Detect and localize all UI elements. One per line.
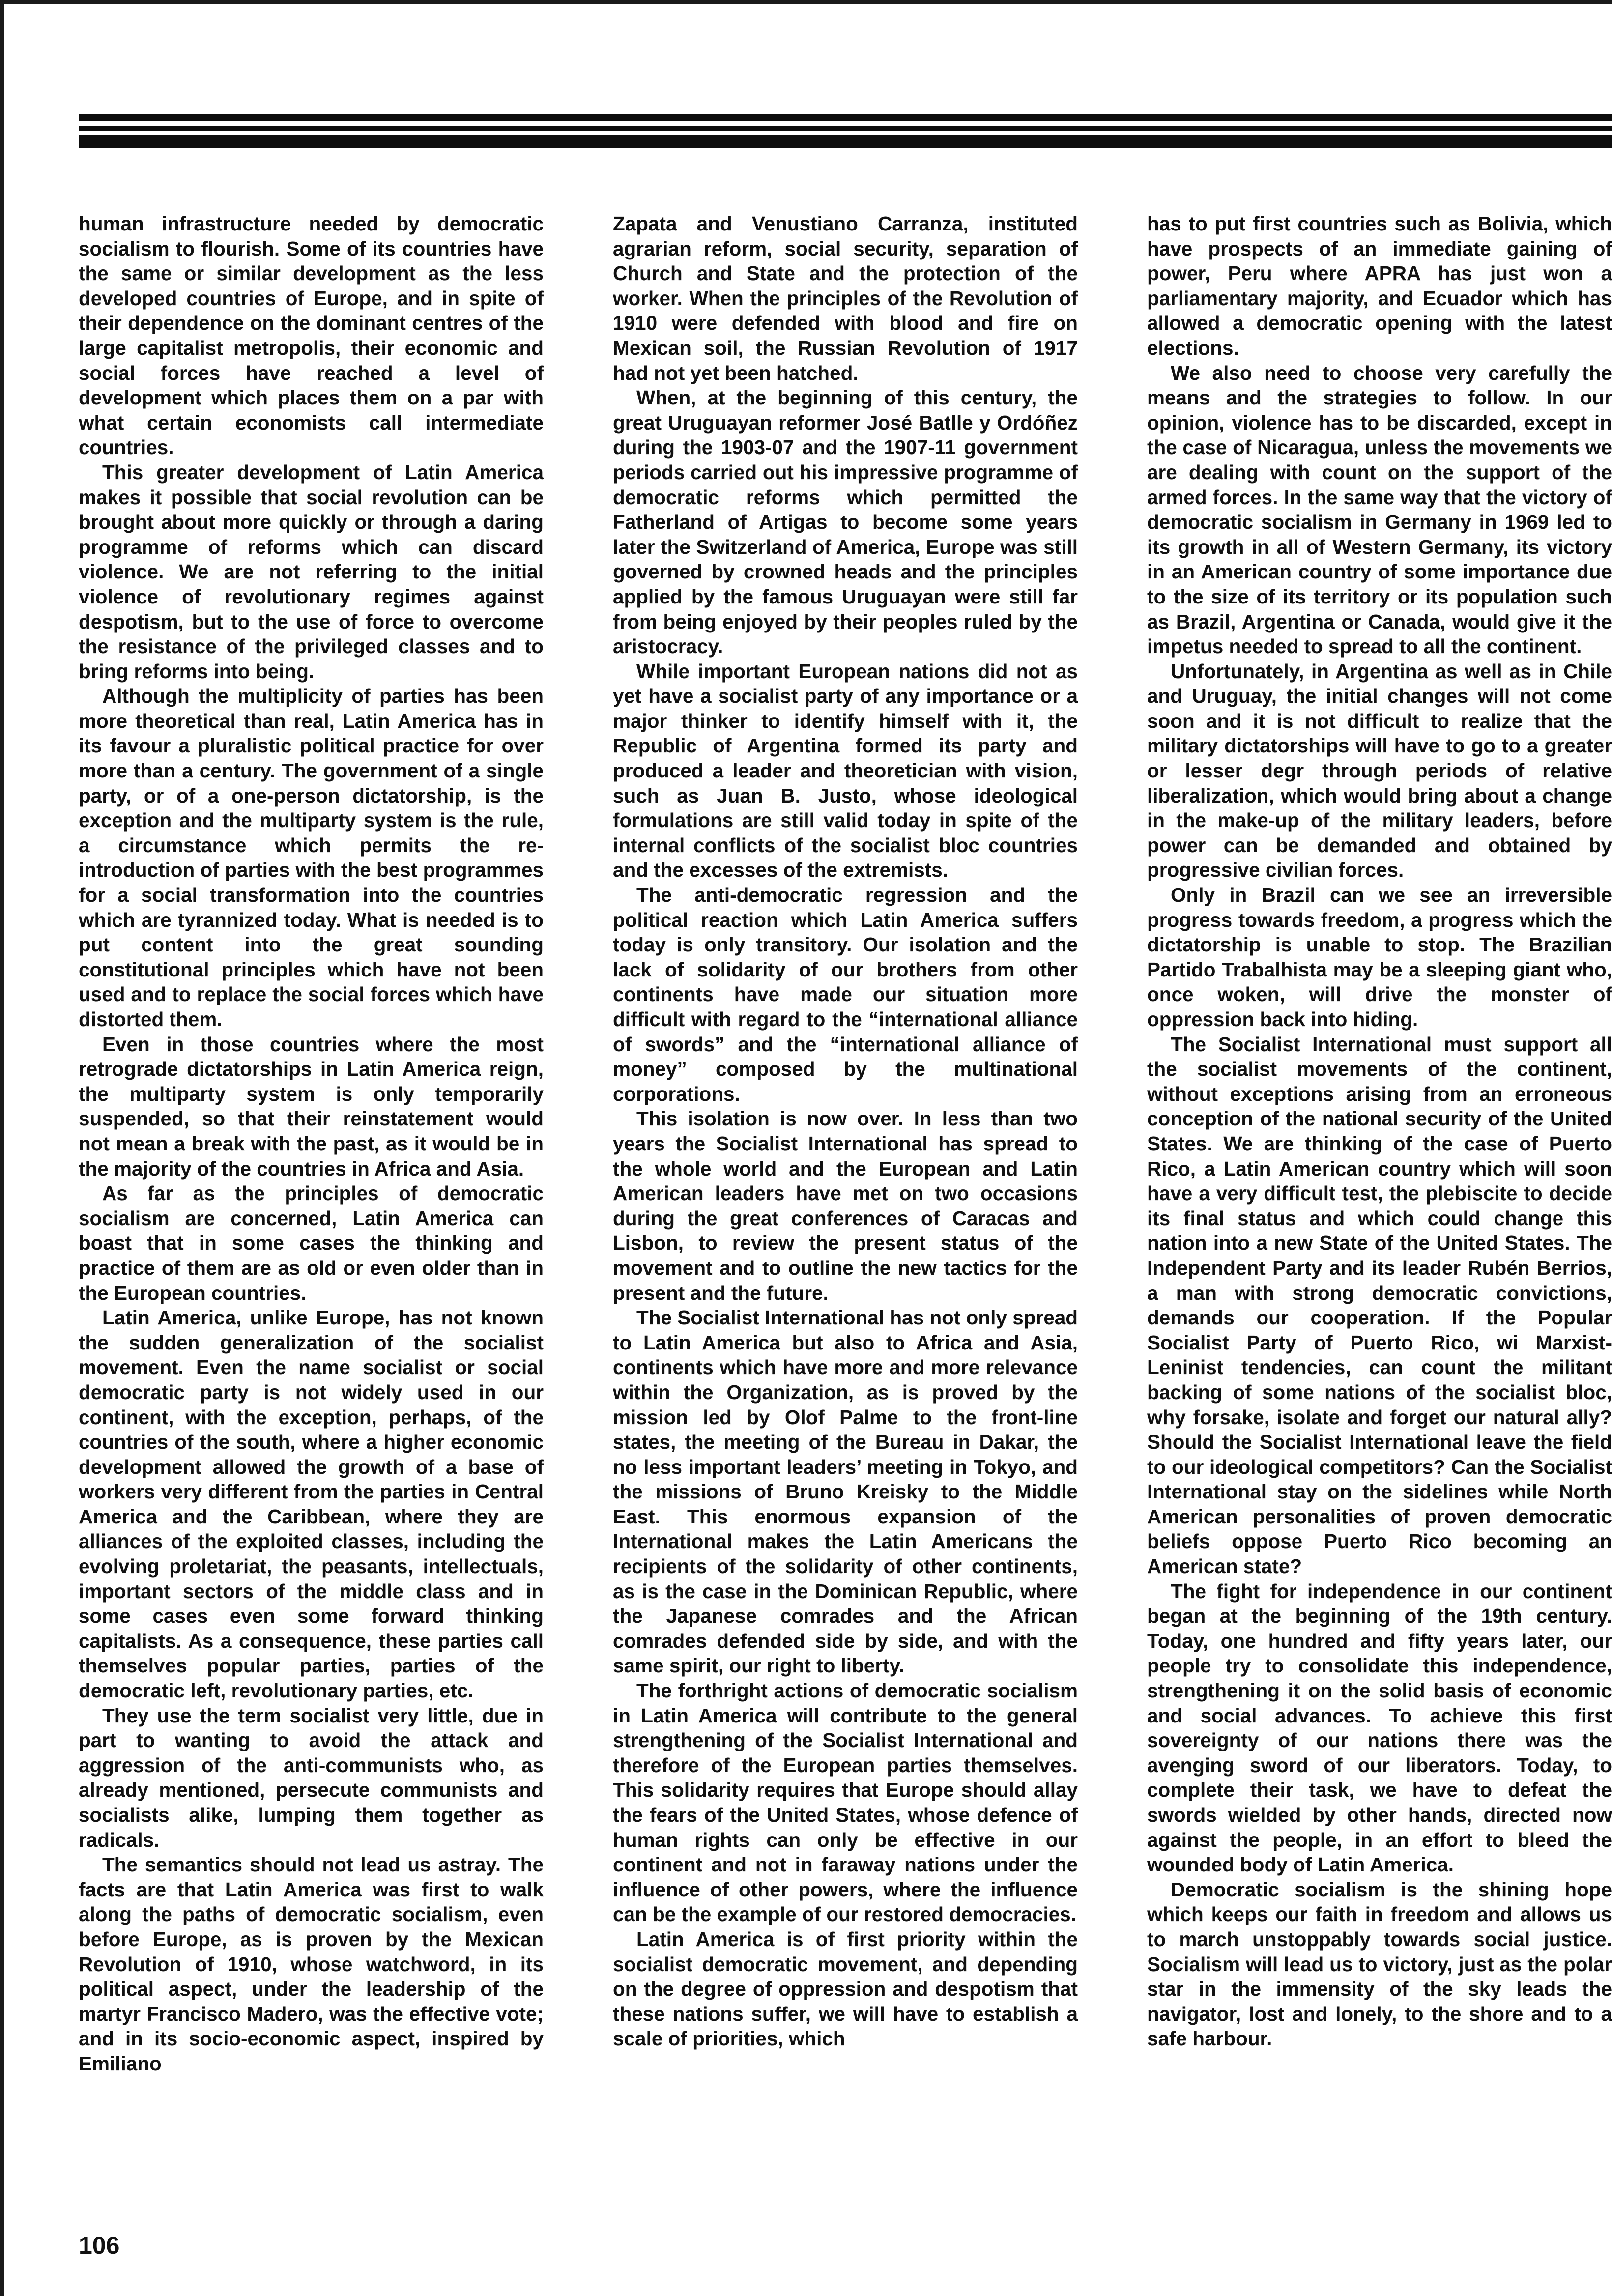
paragraph: When, at the beginning of this century, the great Uruguayan reformer José Batlle y Ordóñez during the 1903-07 and the 1907-11 government periods carried out his impressive programme of democratic reforms which permitted the Fatherland of Artigas to become some years later the Switzerland of America, Europe was still governed by crowned heads and the principles applied by the famous Uruguayan were still far from being enjoyed by their peoples ruled by the aristocracy.: [613, 386, 1078, 658]
header-rule: [79, 126, 1612, 131]
paragraph: Although the multiplicity of parties has been more theoretical than real, Latin America has in its favour a pluralistic political practice for over more than a century. The government of a single party, or of a one-person dictatorship, is the exception and the multiparty system is the rule, a circumstance which permits the re-introduction of parties with the best programmes for a social transformation into the countries which are tyrannized today. What is needed is to put content into the great sounding constitutional principles which have not been used and to replace the social forces which have distorted them.: [79, 685, 544, 1031]
paragraph: They use the term socialist very little, due in part to wanting to avoid the attack and aggression of the anti-communists who, as already mentioned, persecute communists and socialists alike, lumping them together as radicals.: [79, 1704, 544, 1851]
column-1: [79, 211, 544, 2187]
paragraph: Zapata and Venustiano Carranza, instituted agrarian reform, social security, separation of Church and State and the protection of the worker. When the principles of the Revolution of 1910 were defended with blood and fire on Mexican soil, the Russian Revolution of 1917 had not yet been hatched.: [613, 212, 1078, 384]
paragraph: Latin America is of first priority within the socialist democratic movement, and depending on the degree of oppression and despotism that these nations suffer, we will have to establish a scale of priorities, which: [613, 1927, 1078, 2050]
paragraph: The Socialist International must support all the socialist movements of the continent, without exceptions arising from an erroneous conception of the national security of the United States. We are thinking of the case of Puerto Rico, a Latin American country which will soon have a very difficult test, the plebiscite to decide its final status and which could change this nation into a new State of the United States. The Independent Party and its leader Rubén Berrios, a man with strong democratic convictions, demands our cooperation. If the Popular Socialist Party of Puerto Rico, wi Marxist-Leninist tendencies, can count the militant backing of some nations of the socialist bloc, why forsake, isolate and forget our natural ally? Should the Socialist International leave the field to our ideological competitors? Can the Socialist International stay on the sidelines while North American personalities of proven democratic beliefs oppose Puerto Rico becoming an American state?: [1147, 1033, 1612, 1578]
page-number: 106: [79, 2232, 120, 2259]
paragraph: The anti-democratic regression and the political reaction which Latin America suffers today is only transitory. Our isolation and the lack of solidarity of our brothers from other continents have made our situation more difficult with regard to the “international alliance of swords” and the “international alliance of money” composed by the multinational corporations.: [613, 884, 1078, 1105]
paragraph: The fight for independence in our continent began at the beginning of the 19th century. Today, one hundred and fifty years later, our people try to consolidate this independence, strengthening it on the solid basis of economic and social advances. To achieve this first sovereignty of our nations there was the avenging sword of our liberators. Today, to complete their task, we have to defeat the swords wielded by other hands, directed now against the people, in an effort to bleed the wounded body of Latin America.: [1147, 1579, 1612, 1876]
paragraph: We also need to choose very carefully the means and the strategies to follow. In our opinion, violence has to be discarded, except in the case of Nicaragua, unless the movements we are dealing with count on the support of the armed forces. In the same way that the victory of democratic socialism in Germany in 1969 led to its growth in all of Western Germany, its victory in an American country of some importance due to the size of its territory or its population such as Brazil, Argentina or Canada, would give it the impetus needed to spread to all the continent.: [1147, 361, 1612, 658]
header-rule: [79, 135, 1612, 148]
paragraph: As far as the principles of democratic socialism are concerned, Latin America can boast that in some cases the thinking and practice of them are as old or even older than in the European countries.: [79, 1182, 544, 1304]
paragraph: Latin America, unlike Europe, has not known the sudden generalization of the socialist movement. Even the name socialist or social democratic party is not widely used in our continent, with the exception, perhaps, of the countries of the south, where a higher economic development allowed the growth of a base of workers very different from the parties in Central America and the Caribbean, where they are alliances of the exploited classes, including the evolving proletariat, the peasants, intellectuals, important sectors of the middle class and in some cases even some forward thinking capitalists. As a consequence, these parties call themselves popular parties, parties of the democratic left, revolutionary parties, etc.: [79, 1306, 544, 1702]
paragraph: The forthright actions of democratic socialism in Latin America will contribute to the general strengthening of the Socialist International and therefore of the European parties themselves. This solidarity requires that Europe should allay the fears of the United States, whose defence of human rights can only be effective in our continent and not in faraway nations under the influence of other powers, where the influence can be the example of our restored democracies.: [613, 1679, 1078, 1926]
header-rule: [79, 114, 1612, 121]
paragraph: The semantics should not lead us astray. The facts are that Latin America was first to walk along the paths of democratic socialism, even before Europe, as is proven by the Mexican Revolution of 1910, whose watchword, in its political aspect, under the leadership of the martyr Francisco Madero, was the effective vote; and in its socio-economic aspect, inspired by Emiliano: [79, 1853, 544, 2075]
column-3: [1147, 211, 1612, 2187]
column-2: [613, 211, 1078, 2187]
paragraph: Unfortunately, in Argentina as well as in Chile and Uruguay, the initial changes will not come soon and it is not difficult to realize that the military dictatorships will have to go to a greater or lesser degr through periods of relative liberalization, which would bring about a change in the make-up of the military leaders, before power can be demanded and obtained by progressive civilian forces.: [1147, 660, 1612, 882]
page-frame-top: [0, 0, 1612, 4]
paragraph: has to put first countries such as Bolivia, which have prospects of an immediate gaining of power, Peru where APRA has just won a parliamentary majority, and Ecuador which has allowed a democratic opening with the latest elections.: [1147, 212, 1612, 359]
paragraph: human infrastructure needed by democratic socialism to flourish. Some of its countries have the same or similar development as the less developed countries of Europe, and in spite of their dependence on the dominant centres of the large capitalist metropolis, their economic and social forces have reached a level of development which places them on a par with what certain economists call intermediate countries.: [79, 212, 544, 459]
paragraph: The Socialist International has not only spread to Latin America but also to Africa and Asia, continents which have more and more relevance within the Organization, as is proved by the mission led by Olof Palme to the front-line states, the meeting of the Bureau in Dakar, the no less important leaders’ meeting in Tokyo, and the missions of Bruno Kreisky to the Middle East. This enormous expansion of the International makes the Latin Americans the recipients of the solidarity of other continents, as is the case in the Dominican Republic, where the Japanese comrades and the African comrades defended side by side, and with the same spirit, our right to liberty.: [613, 1306, 1078, 1677]
paragraph: While important European nations did not as yet have a socialist party of any importance or a major thinker to identify himself with it, the Republic of Argentina formed its party and produced a leader and theoretician with vision, such as Juan B. Justo, whose ideological formulations are still valid today in spite of the internal conflicts of the socialist bloc countries and the excesses of the extremists.: [613, 660, 1078, 882]
paragraph: This greater development of Latin America makes it possible that social revolution can be brought about more quickly or through a daring programme of reforms which can discard violence. We are not referring to the initial violence of revolutionary regimes against despotism, but to the use of force to overcome the resistance of the privileged classes and to bring reforms into being.: [79, 460, 544, 683]
paragraph: Even in those countries where the most retrograde dictatorships in Latin America reign, the multiparty system is only temporarily suspended, so that their reinstatement would not mean a break with the past, as it would be in the majority of the countries in Africa and Asia.: [79, 1033, 544, 1180]
page-frame-left: [0, 0, 4, 2296]
paragraph: This isolation is now over. In less than two years the Socialist International has spread to the whole world and the European and Latin American leaders have met on two occasions during the great conferences of Caracas and Lisbon, to review the present status of the movement and to outline the new tactics for the present and the future.: [613, 1107, 1078, 1304]
article-body: [79, 211, 1612, 2187]
paragraph: Only in Brazil can we see an irreversible progress towards freedom, a progress which the dictatorship is unable to stop. The Brazilian Partido Trabalhista may be a sleeping giant who, once woken, will drive the monster of oppression back into hiding.: [1147, 884, 1612, 1031]
paragraph: Democratic socialism is the shining hope which keeps our faith in freedom and allows us to march unstoppably towards social justice. Socialism will lead us to victory, just as the polar star in the immensity of the sky leads the navigator, lost and lonely, to the shore and to a safe harbour.: [1147, 1878, 1612, 2050]
